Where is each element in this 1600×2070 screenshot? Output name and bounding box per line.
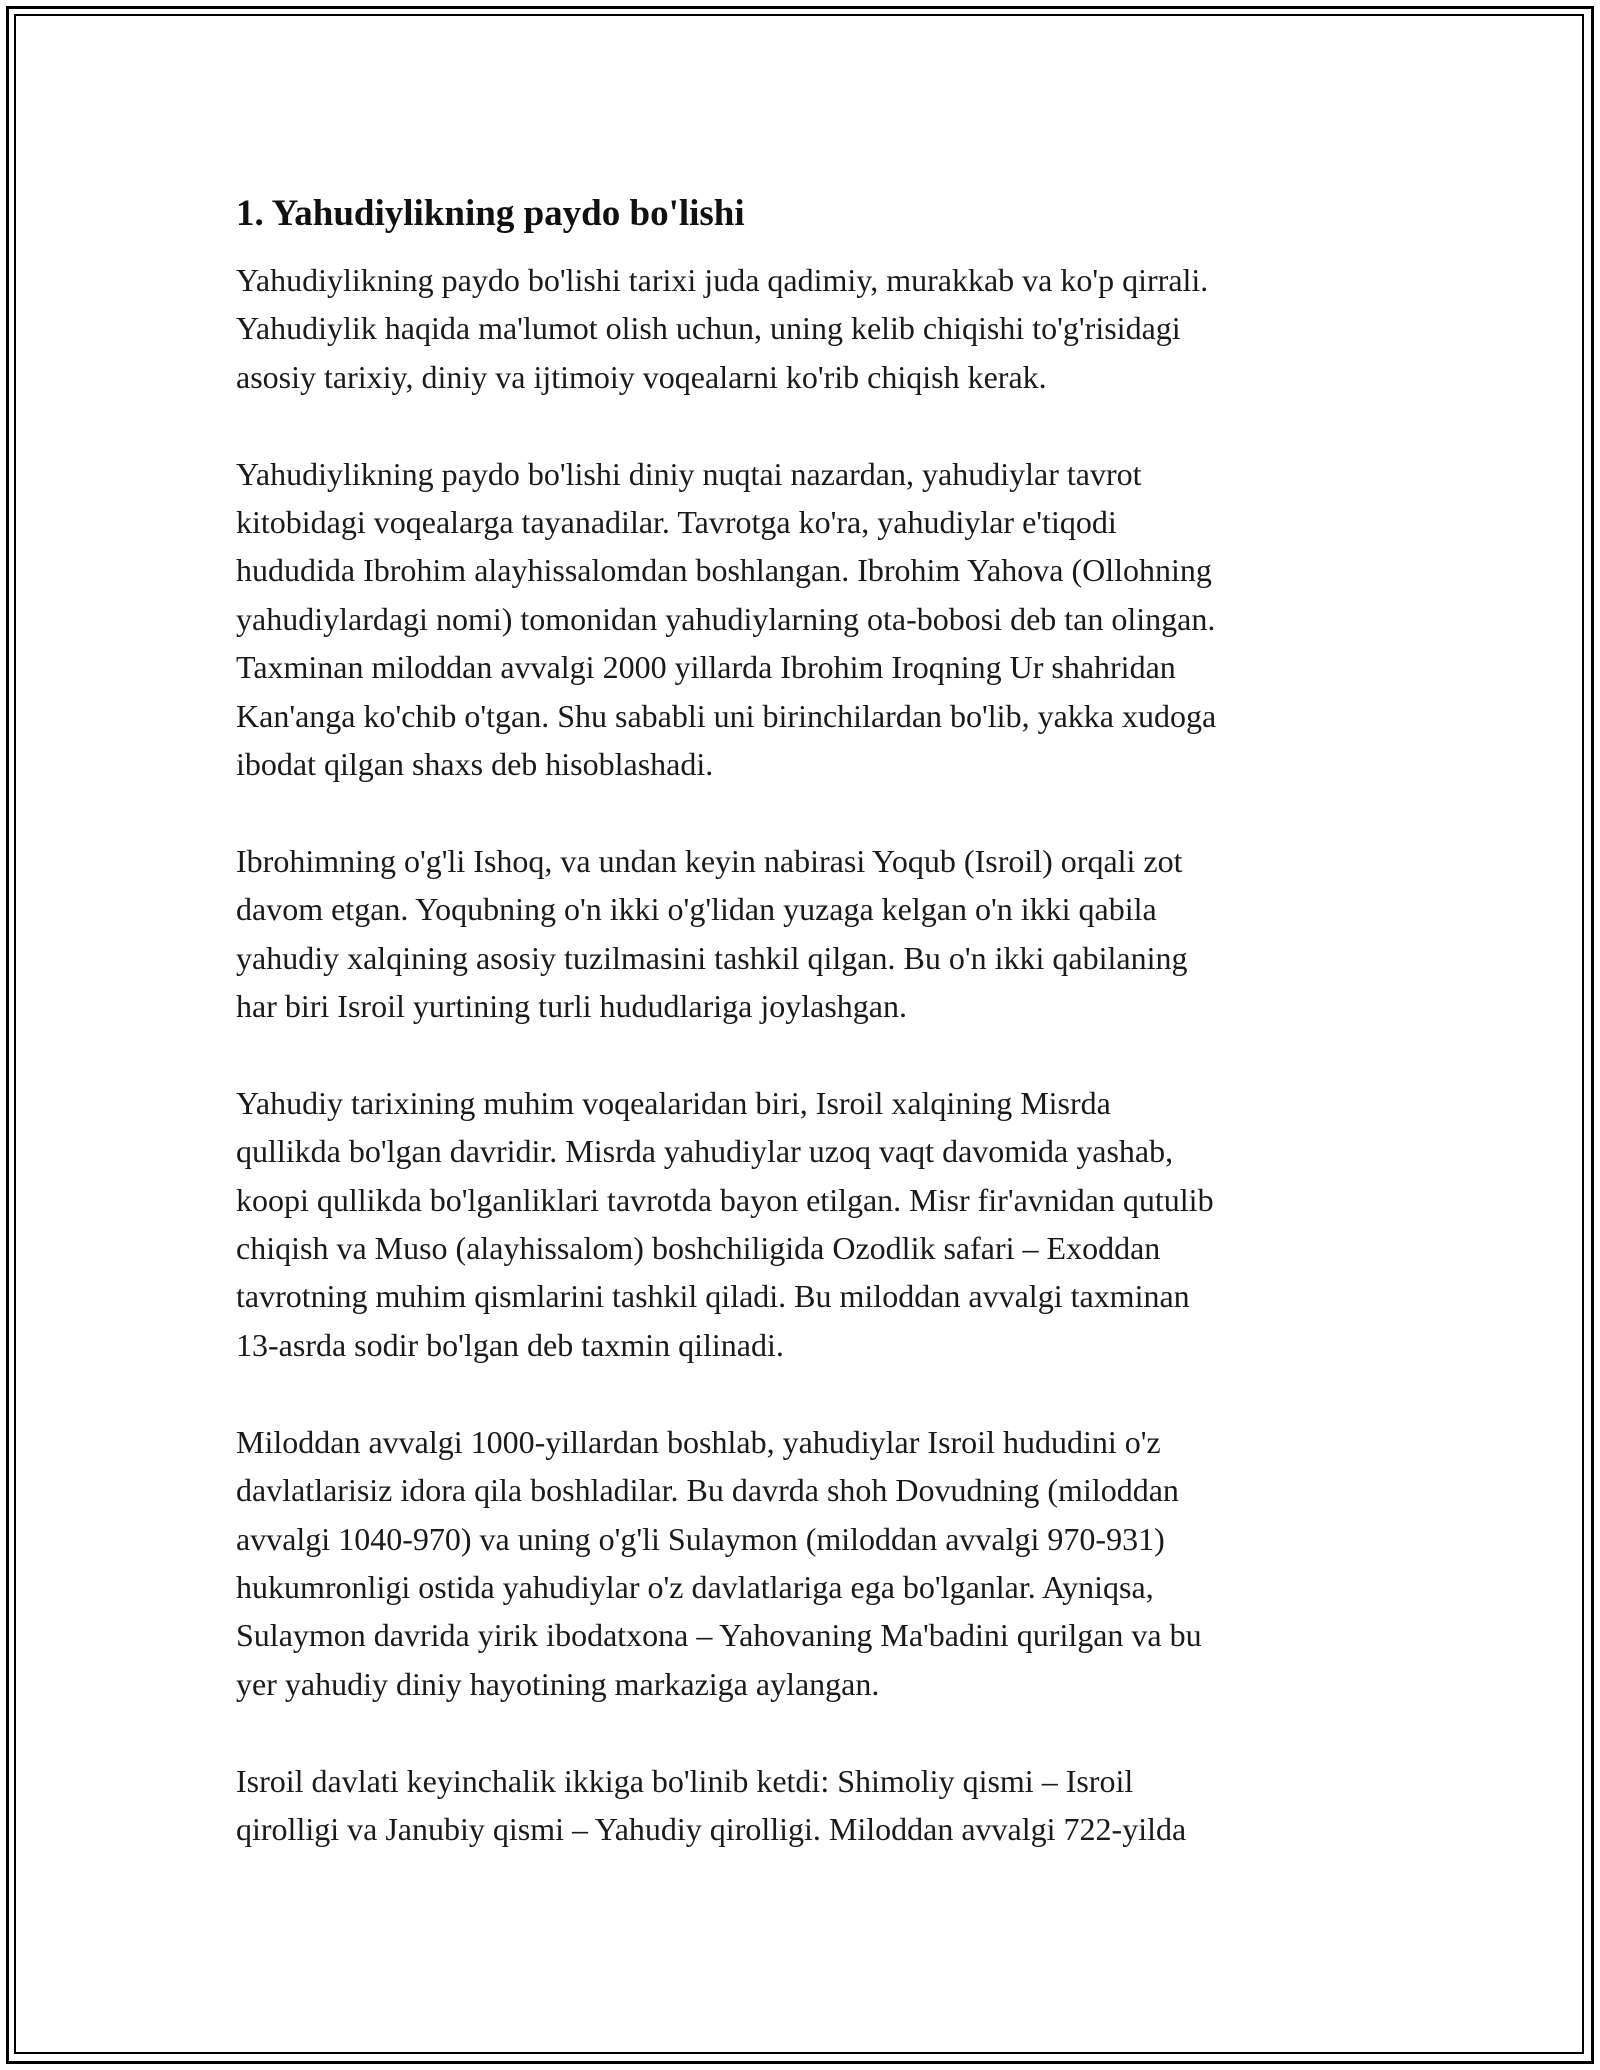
paragraph-6: Isroil davlati keyinchalik ikkiga bo'linib ketdi: Shimoliy qismi – Isroil qirolligi va Janubiy qismi – Yahudiy qirolligi. Miloddan avvalgi 722-yilda: [236, 1762, 1187, 1847]
section-title: 1. Yahudiylikning paydo bo'lishi: [236, 193, 745, 234]
paragraph-1: Yahudiylikning paydo bo'lishi tarixi juda qadimiy, murakkab va ko'p qirrali. Yahudiylik haqida ma'lumot olish uchun, uning kelib chiqishi to'g'risidagi asosiy tarixiy, diniy va ijtimoiy voqealarni ko'rib chiqish kerak.: [236, 262, 1209, 395]
paragraph-4: Yahudiy tarixining muhim voqealaridan biri, Isroil xalqining Misrda qullikda bo'lgan davridir. Misrda yahudiylar uzoq vaqt davomida yashab, koopi qullikda bo'lganliklari tavrotda bayon etilgan. Misr fir'avnidan qutulib chiqish va Muso (alayhissalom) boshchiligida Ozodlik safari – Exoddan tavrotning muhim qismlarini tashkil qiladi. Bu miloddan avvalgi taxminan 13-asrda sodir bo'lgan deb taxmin qilinadi.: [236, 1084, 1214, 1363]
paragraph-2: Yahudiylikning paydo bo'lishi diniy nuqtai nazardan, yahudiylar tavrot kitobidagi voqealarga tayanadilar. Tavrotga ko'ra, yahudiylar e'tiqodi hududida Ibrohim alayhissalomdan boshlangan. Ibrohim Yahova (Ollohning yahudiylardagi nomi) tomonidan yahudiylarning ota-bobosi deb tan olingan. Taxminan miloddan avvalgi 2000 yillarda Ibrohim Iroqning Ur shahridan Kan'anga ko'chib o'tgan. Shu sababli uni birinchilardan bo'lib, yakka xudoga ibodat qilgan shaxs deb hisoblashadi.: [236, 455, 1217, 783]
document-body: [236, 190, 1376, 1902]
paragraph-3: Ibrohimning o'g'li Ishoq, va undan keyin nabirasi Yoqub (Isroil) orqali zot davom etgan. Yoqubning o'n ikki o'g'lidan yuzaga kelgan o'n ikki qabila yahudiy xalqining asosiy tuzilmasini tashkil qilgan. Bu o'n ikki qabilaning har biri Isroil yurtining turli hududlariga joylashgan.: [236, 842, 1188, 1025]
paragraph-5: Miloddan avvalgi 1000-yillardan boshlab, yahudiylar Isroil hududini o'z davlatlarisiz idora qila boshladilar. Bu davrda shoh Dovudning (miloddan avvalgi 1040-970) va uning o'g'li Sulaymon (miloddan avvalgi 970-931) hukumronligi ostida yahudiylar o'z davlatlariga ega bo'lganlar. Ayniqsa, Sulaymon davrida yirik ibodatxona – Yahovaning Ma'badini qurilgan va bu yer yahudiy diniy hayotining markaziga aylangan.: [236, 1423, 1202, 1702]
